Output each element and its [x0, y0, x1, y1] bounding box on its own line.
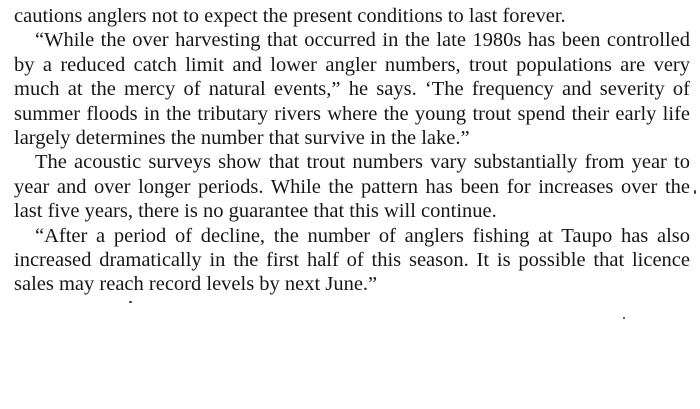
paragraph-quote-anglers: “After a period of decline, the number of anglers fishing at Taupo has also increased dramatically in the first half of this season. It is possible that licence sales may reach record levels by next June.” — [14, 224, 690, 296]
paragraph-quote-harvesting: “While the over harvesting that occurred in the late 1980s has been controlled by a reduced catch limit and lower angler numbers, trout populations are very much at the mercy of natural events,” he says. ‘The frequency and severity of summer floods in the tributary rivers where the young trout spend their early life largely determines the number that survive in the lake.” — [14, 29, 690, 150]
paragraph-continuation: cautions anglers not to expect the present conditions to last forever. — [14, 5, 566, 27]
scan-speck — [694, 190, 696, 194]
paragraph-acoustic-surveys: The acoustic surveys show that trout numbers vary substantially from year to year and over longer periods. While the pattern has been for increases over the last five years, there is no guarantee that this will continue. — [14, 151, 690, 223]
scan-speck — [129, 301, 132, 303]
article-text — [14, 4, 690, 297]
scan-speck — [623, 317, 625, 319]
